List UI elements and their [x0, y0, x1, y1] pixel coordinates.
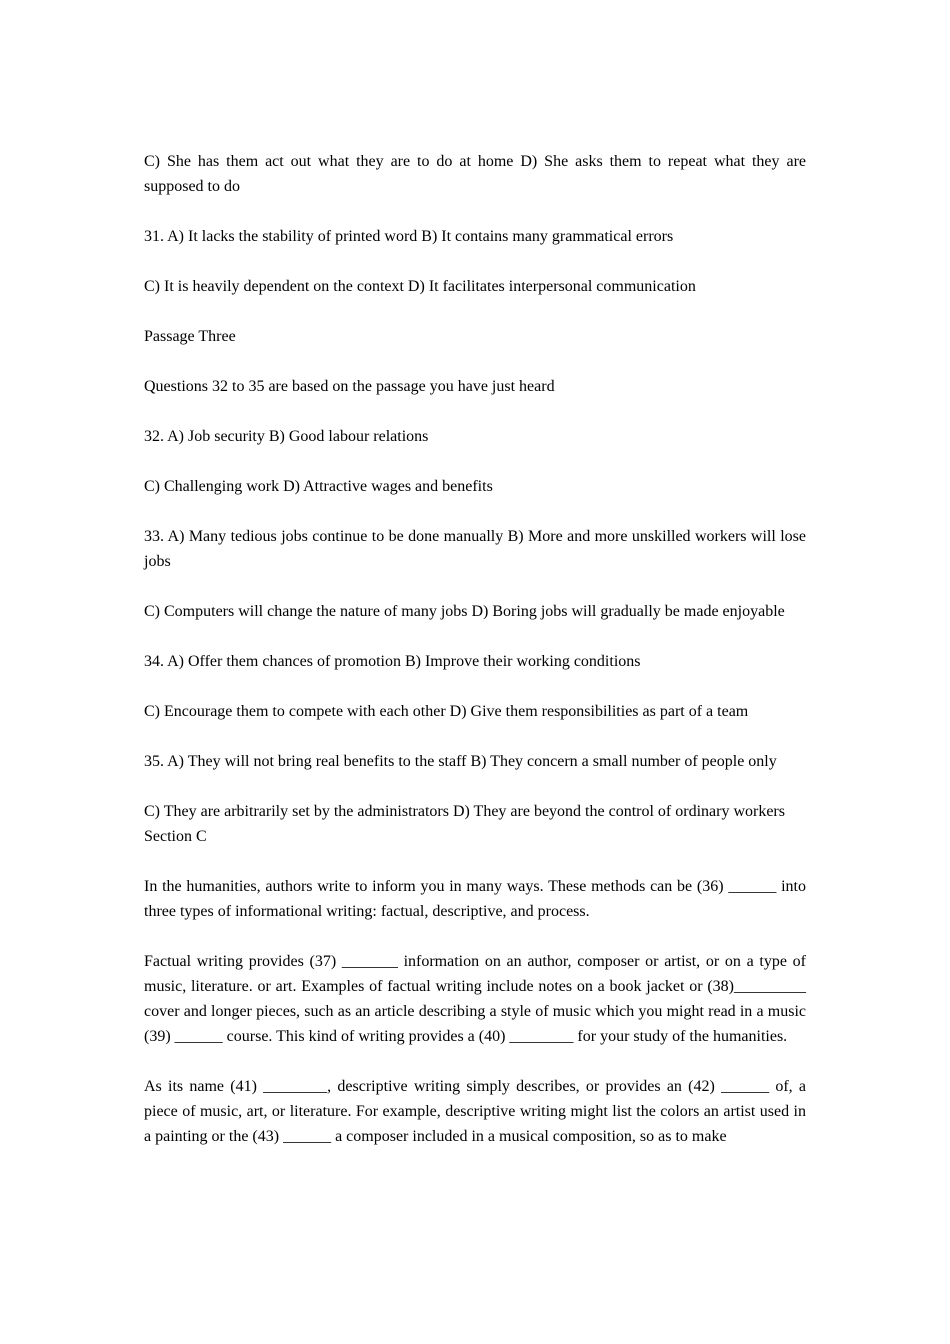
section-heading: Section C — [144, 828, 207, 845]
question-35-options-cd: C) They are arbitrarily set by the administrators D) They are beyond the control of ordinary workers — [144, 803, 785, 820]
question-33-options-cd: C) Computers will change the nature of many jobs D) Boring jobs will gradually be made enjoyable — [144, 603, 785, 620]
question-34-options-cd: C) Encourage them to compete with each other D) Give them responsibilities as part of a team — [144, 703, 749, 720]
document-page — [144, 149, 806, 1174]
cloze-paragraph-3: As its name (41) ________, descriptive writing simply describes, or provides an (42) ______ of, a piece of music, art, or literature. For example, descriptive writing might list the colors an artist used in a painting or the (43) ______ a composer included in a musical composition, so as to make — [144, 1078, 806, 1145]
cloze-paragraph-2: Factual writing provides (37) _______ information on an author, composer or artist, or on a type of music, literature. or art. Examples of factual writing include notes on a book jacket or (38)_________ cover and longer pieces, such as an article describing a style of music which you might read in a music (39) ______ course. This kind of writing provides a (40) ________ for your study of the humanities. — [144, 953, 806, 1045]
passage-instructions: Questions 32 to 35 are based on the passage you have just heard — [144, 378, 555, 395]
question-35-options-ab: 35. A) They will not bring real benefits to the staff B) They concern a small number of people only — [144, 753, 777, 770]
question-32-options-ab: 32. A) Job security B) Good labour relations — [144, 428, 429, 445]
question-31-options-ab: 31. A) It lacks the stability of printed word B) It contains many grammatical errors — [144, 228, 674, 245]
question-32-options-cd: C) Challenging work D) Attractive wages and benefits — [144, 478, 493, 495]
question-30-options-cd: C) She has them act out what they are to do at home D) She asks them to repeat what they are supposed to do — [144, 153, 806, 195]
question-34-options-ab: 34. A) Offer them chances of promotion B) Improve their working conditions — [144, 653, 641, 670]
question-31-options-cd: C) It is heavily dependent on the context D) It facilitates interpersonal communication — [144, 278, 696, 295]
passage-heading: Passage Three — [144, 328, 236, 345]
cloze-paragraph-1: In the humanities, authors write to inform you in many ways. These methods can be (36) ______ into three types of informational writing: factual, descriptive, and process. — [144, 878, 806, 920]
question-33-options-ab: 33. A) Many tedious jobs continue to be done manually B) More and more unskilled workers will lose jobs — [144, 528, 806, 570]
